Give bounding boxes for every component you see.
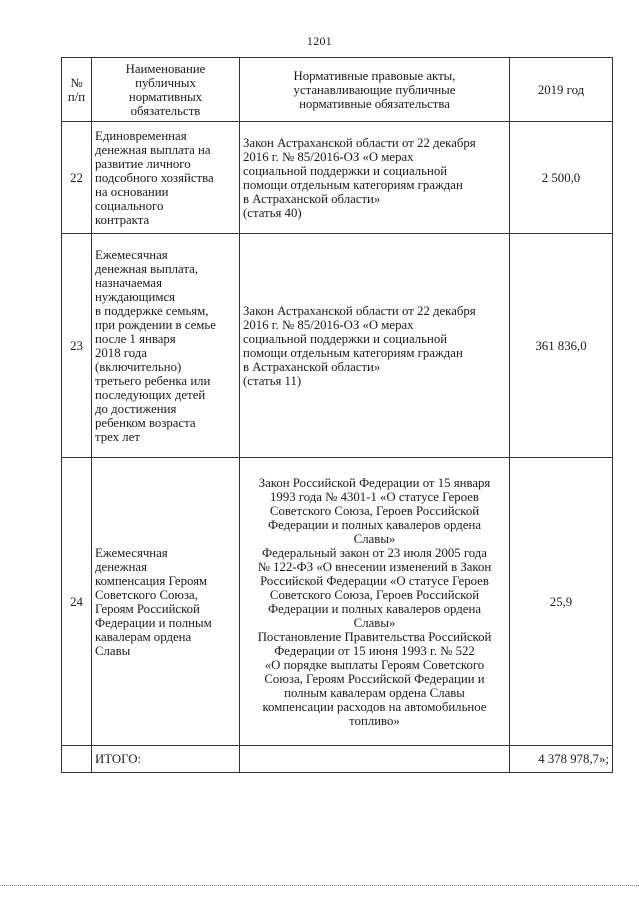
total-empty-cell (240, 746, 510, 773)
amount-2019: 2 500,0 (510, 122, 613, 234)
total-label: ИТОГО: (92, 746, 240, 773)
amount-2019: 25,9 (510, 458, 613, 746)
legal-acts: Закон Астраханской области от 22 декабря 2016 г. № 85/2016-ОЗ «О мерах социальной поддержки и социальной помощи отдельным категориям граждан в Астраханской области» (статья 40) (240, 122, 510, 234)
table-row (62, 234, 613, 458)
legal-acts: Закон Российской Федерации от 15 января 1993 года № 4301-1 «О статусе Героев Советского Союза, Героев Российской Федерации и полных кавалеров ордена Славы» Федеральный закон от 23 июля 2005 года № 122-ФЗ «О внесении изменений в Закон Российской Федерации «О статусе Героев Советского Союза, Героев Российской Федерации и полных кавалеров ордена Славы» Постановление Правительства Российской Федерации от 15 июня 1993 г. № 522 «О порядке выплаты Героям Советского Союза, Героям Российской Федерации и полным кавалерам ордена Славы компенсации расходов на автомобильное топливо» (240, 458, 510, 746)
total-amount: 4 378 978,7»; (510, 746, 613, 773)
header-number: № п/п (62, 58, 92, 122)
page-number: 1201 (306, 34, 333, 48)
total-empty-cell (62, 746, 92, 773)
obligation-name: Единовременная денежная выплата на развитие личного подсобного хозяйства на основании социального контракта (92, 122, 240, 234)
header-legal-acts: Нормативные правовые акты, устанавливающие публичные нормативные обязательства (240, 58, 510, 122)
row-number: 23 (62, 234, 92, 458)
legal-acts: Закон Астраханской области от 22 декабря 2016 г. № 85/2016-ОЗ «О мерах социальной поддержки и социальной помощи отдельным категориям граждан в Астраханской области» (статья 11) (240, 234, 510, 458)
obligation-name: Ежемесячная денежная компенсация Героям Советского Союза, Героям Российской Федерации и полным кавалерам ордена Славы (92, 458, 240, 746)
row-number: 22 (62, 122, 92, 234)
amount-2019: 361 836,0 (510, 234, 613, 458)
obligation-name: Ежемесячная денежная выплата, назначаемая нуждающимся в поддержке семьям, при рождении в семье после 1 января 2018 года (включительно) третьего ребенка или последующих детей до достижения ребенком возраста трех лет (92, 234, 240, 458)
header-year: 2019 год (510, 58, 613, 122)
obligations-table (61, 57, 613, 773)
table-row (62, 122, 613, 234)
table-row (62, 458, 613, 746)
header-obligation-name: Наименование публичных нормативных обязательств (92, 58, 240, 122)
footer-divider (0, 885, 639, 886)
table-header-row (62, 58, 613, 122)
row-number: 24 (62, 458, 92, 746)
total-row (62, 746, 613, 773)
